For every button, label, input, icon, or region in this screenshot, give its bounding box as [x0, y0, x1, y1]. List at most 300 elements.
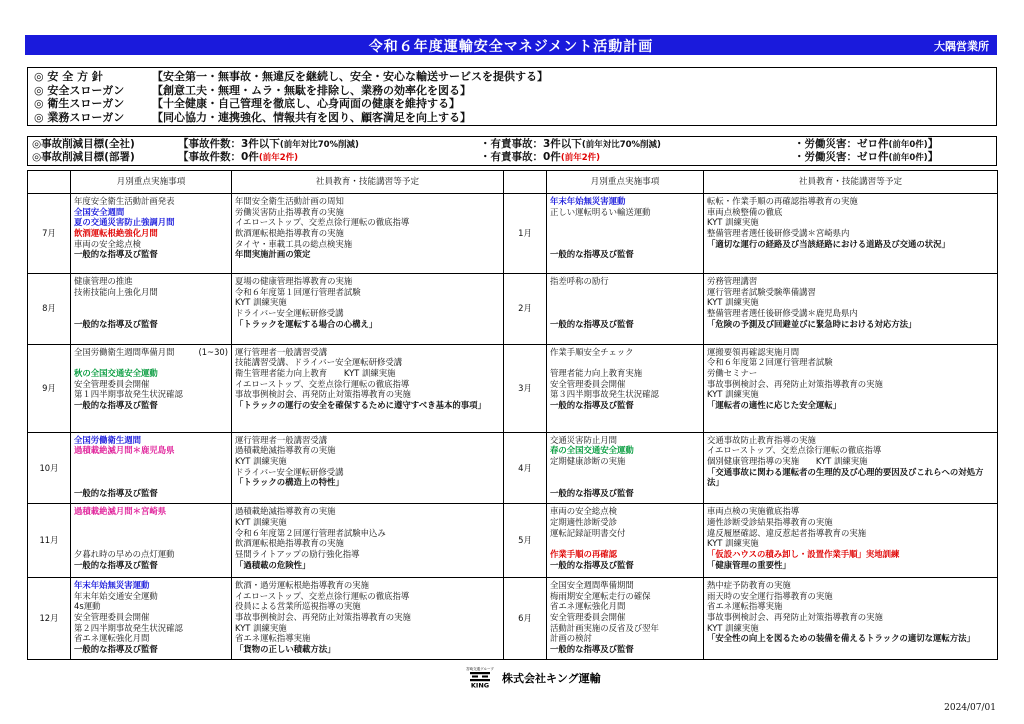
target-accidents-prev: (前年2件) — [258, 153, 298, 163]
cell-line — [707, 517, 994, 528]
target-accidents-text: 【事故件数：3件以下 — [178, 138, 280, 150]
cell-line-text: 第２四半期事故発生状況確認 — [74, 622, 183, 633]
cell-line — [550, 435, 700, 446]
cell-line — [550, 506, 700, 517]
cell-line-text: 飲酒運転根絶指導教育の実施 — [235, 538, 344, 549]
cell-line-text: 過積載絶滅指導教育の実施 — [235, 445, 336, 456]
cell-line-text: 車両点検整備の徹底 — [707, 206, 783, 217]
cell-line-text: 運行管理者一般講習受講 — [235, 434, 328, 445]
table-row — [28, 344, 998, 432]
cell-line — [74, 580, 228, 591]
focus-cell — [547, 344, 704, 432]
cell-line-text: 個別健康管理指導の実施 KYT 訓練実施 — [707, 455, 868, 466]
cell-line-text: 一般的な指導及び監督 — [550, 318, 634, 329]
cell-line — [550, 549, 700, 560]
target-dept-row — [32, 151, 992, 164]
header-cell: 月別重点実施事項 — [547, 171, 704, 194]
cell-line-text: 管理者能力向上教育実施 — [550, 367, 643, 378]
cell-line-text: 年間安全衛生活動計画の周知 — [235, 196, 344, 206]
cell-line-text: KYT 訓練実施 — [707, 538, 759, 549]
cell-line — [550, 644, 700, 655]
cell-line — [550, 249, 700, 260]
cell-line — [235, 601, 500, 612]
cell-line — [707, 228, 994, 239]
cell-line-text: 一般的な指導及び監督 — [74, 559, 158, 570]
table-row — [28, 194, 998, 274]
cell-line — [550, 287, 700, 298]
month-cell: 12月 — [28, 578, 71, 660]
education-cell — [232, 273, 504, 344]
cell-line — [707, 239, 994, 250]
month-cell: 7月 — [28, 194, 71, 274]
cell-line — [550, 400, 700, 411]
cell-line — [74, 528, 228, 539]
cell-line-text: 4s運動 — [74, 601, 101, 612]
cell-line-text: 年末年始無災害運動 — [74, 580, 150, 591]
focus-cell — [547, 578, 704, 660]
cell-line — [74, 477, 228, 488]
cell-line-text: 飲酒運転根絶強化月間 — [74, 228, 158, 239]
cell-line — [235, 319, 500, 330]
cell-line — [550, 368, 700, 379]
cell-line-text: 事故事例検討会、再発防止対策指導教育の実施 — [235, 389, 411, 400]
cell-line — [74, 517, 228, 528]
cell-line — [74, 287, 228, 298]
cell-line — [707, 560, 994, 571]
cell-line-text: 「貨物の正しい積載方法」 — [235, 644, 336, 655]
cell-line — [235, 400, 500, 411]
cell-line — [235, 517, 500, 528]
cell-line — [550, 467, 700, 478]
cell-line — [74, 249, 228, 260]
cell-line-text: 省エネ運転強化月間 — [74, 633, 150, 644]
cell-line — [74, 308, 228, 319]
cell-line — [550, 228, 700, 239]
cell-line — [550, 357, 700, 368]
cell-line-text: 飲酒運転根絶指導教育の実施 — [235, 228, 344, 239]
cell-line — [550, 379, 700, 390]
title-bar — [25, 35, 997, 55]
cell-line-text: 「適切な運行の経路及び当該経路における道路及び交通の状況」 — [707, 238, 950, 249]
cell-line-text: 秋の全国交通安全運動 — [74, 367, 158, 378]
target-label: ◎事故削減目標(全社) — [32, 138, 135, 150]
target-labor-text: ・労働災害：ゼロ件 — [794, 138, 889, 150]
cell-line — [74, 228, 228, 239]
cell-line — [707, 196, 994, 207]
cell-line — [707, 379, 994, 390]
cell-line-text: 「仮設ハウスの積み卸し・設置作業手順」実地訓練 — [707, 549, 900, 560]
target-close: 】 — [927, 151, 939, 163]
cell-line — [235, 456, 500, 467]
cell-line — [550, 591, 700, 602]
cell-line-text: 運行管理者試験受験準備講習 — [707, 286, 816, 297]
cell-line — [707, 538, 994, 549]
cell-line — [550, 347, 700, 358]
cell-line-text: 安全管理委員会開催 — [550, 612, 626, 623]
cell-line-text: 雨天時の安全運行指導教育の実施 — [707, 590, 833, 601]
education-cell — [232, 344, 504, 432]
table-row — [28, 578, 998, 660]
company-name: 株式会社キング運輸 — [502, 672, 601, 685]
cell-line-text: 作業手順安全チェック — [550, 346, 634, 357]
cell-line-text: 年末年始交通安全運動 — [74, 590, 158, 601]
target-accidents — [178, 138, 359, 152]
cell-line-text: 労働災害防止指導教育の実施 — [235, 206, 344, 217]
cell-line — [74, 633, 228, 644]
company-logo — [466, 665, 626, 687]
target-liability-prev: (前年2件) — [560, 153, 600, 163]
cell-line-text: 令和６年度第２回運行管理者試験 — [707, 357, 833, 368]
cell-line — [74, 297, 228, 308]
plan-table — [27, 170, 998, 660]
cell-line — [550, 580, 700, 591]
cell-line — [550, 612, 700, 623]
month-cell: 4月 — [504, 432, 547, 504]
cell-line-text: 車両の安全総点検 — [550, 506, 617, 517]
cell-line-text: KYT 訓練実施 — [235, 297, 287, 308]
cell-line-text: 一般的な指導及び監督 — [550, 644, 634, 655]
cell-line-text: 一般的な指導及び監督 — [74, 318, 158, 329]
target-accidents-text: 【事故件数：0件 — [178, 151, 259, 163]
cell-line — [235, 228, 500, 239]
cell-line — [707, 456, 994, 467]
education-cell — [232, 194, 504, 274]
cell-line — [707, 276, 994, 287]
cell-line — [74, 368, 228, 379]
cell-line-text: 安全管理委員会開催 — [74, 378, 150, 389]
cell-line — [707, 357, 994, 368]
cell-line-text: 「危険の予測及び回避並びに緊急時における対応方法」 — [707, 318, 917, 329]
cell-line — [74, 319, 228, 330]
cell-line — [707, 623, 994, 634]
cell-line — [235, 549, 500, 560]
cell-line — [74, 347, 228, 358]
cell-line — [235, 506, 500, 517]
cell-line — [550, 389, 700, 400]
cell-line — [235, 276, 500, 287]
cell-line — [550, 276, 700, 287]
cell-line — [235, 368, 500, 379]
office-name: 大隅営業所 — [934, 40, 989, 53]
cell-line-text: 一般的な指導及び監督 — [550, 399, 634, 410]
cell-line-text: 事故事例検討会、再発防止対策指導教育の実施 — [707, 612, 883, 623]
cell-line-text: ドライバー安全運転研修受講 — [235, 307, 344, 318]
target-labor — [794, 138, 938, 152]
cell-line — [550, 517, 700, 528]
cell-line-text: 一般的な指導及び監督 — [74, 399, 158, 410]
header-cell: 月別重点実施事項 — [71, 171, 232, 194]
cell-line-text: 一般的な指導及び監督 — [74, 488, 158, 499]
cell-line-text: 省エネ運転指導実施 — [707, 601, 783, 612]
cell-line — [550, 623, 700, 634]
cell-line — [550, 297, 700, 308]
cell-line — [235, 528, 500, 539]
cell-line — [74, 389, 228, 400]
cell-line-text: 運転記録証明書交付 — [550, 527, 626, 538]
cell-line — [707, 528, 994, 539]
cell-line — [235, 207, 500, 218]
cell-line-text: 一般的な指導及び監督 — [74, 249, 158, 260]
cell-line — [550, 445, 700, 456]
cell-line-text: 過積載絶滅月間＊鹿児島県 — [74, 445, 175, 456]
cell-line — [74, 196, 228, 207]
cell-line — [235, 477, 500, 488]
cell-line-text: 全国安全週間準備期間 — [550, 580, 634, 591]
cell-line — [707, 319, 994, 330]
education-cell — [232, 432, 504, 504]
cell-line-text: 健康管理の推進 — [74, 275, 133, 286]
month-cell: 10月 — [28, 432, 71, 504]
cell-line — [235, 467, 500, 478]
cell-line — [707, 601, 994, 612]
cell-line-text: 技能講習受講、ドライバー安全運転研修受講 — [235, 357, 403, 368]
cell-line-text: 夏場の健康管理指導教育の実施 — [235, 275, 353, 286]
cell-line — [235, 297, 500, 308]
cell-line-text: KYT 訓練実施 — [707, 297, 759, 308]
cell-line-text: 「健康管理の重要性」 — [707, 559, 791, 570]
cell-line — [550, 217, 700, 228]
target-liability-text: ・有責事故：3件以下 — [480, 138, 582, 150]
education-cell — [232, 504, 504, 578]
focus-cell — [547, 432, 704, 504]
education-cell — [704, 504, 998, 578]
month-cell: 6月 — [504, 578, 547, 660]
policy-label: ◎ 安全スローガン — [34, 83, 125, 97]
cell-line-text: 計画の検討 — [550, 633, 592, 644]
cell-line — [707, 633, 994, 644]
cell-line-text: 「トラックの構造上の特性」 — [235, 477, 344, 488]
cell-line — [235, 249, 500, 260]
target-labor-note: (前年0件) — [888, 153, 928, 163]
cell-line-text: 過積載絶滅月間＊宮崎県 — [74, 506, 167, 517]
cell-line-text: 全国労働衛生週間 — [74, 434, 141, 445]
cell-line — [707, 308, 994, 319]
cell-line-text: イエローストップ、交差点徐行運転の徹底指導 — [235, 590, 410, 601]
cell-line-text: 梅雨期安全運転走行の確保 — [550, 590, 651, 601]
focus-cell — [71, 578, 232, 660]
cell-line-text: 運搬要領再確認実施月間 — [707, 346, 800, 357]
target-label: ◎事故削減目標(部署) — [32, 151, 135, 163]
cell-line-text: 正しい運転明るい輸送運動 — [550, 206, 651, 217]
policy-label: ◎ 衛生スローガン — [34, 97, 125, 110]
cell-line — [550, 633, 700, 644]
target-labor — [794, 151, 938, 165]
cell-line — [235, 633, 500, 644]
cell-line — [550, 319, 700, 330]
cell-line-text: 活動計画実施の反省及び翌年 — [550, 622, 659, 633]
cell-line-text: 全国労働衛生週間準備月間 — [74, 346, 175, 357]
cell-line — [550, 560, 700, 571]
cell-line-text: 整備管理者選任後研修受講＊鹿児島県内 — [707, 307, 858, 318]
header-spacer — [28, 171, 71, 194]
cell-line — [235, 591, 500, 602]
cell-line-text: KYT 訓練実施 — [235, 622, 287, 633]
cell-line-text: KYT 訓練実施 — [707, 389, 759, 400]
issue-date: 2024/07/01 — [944, 703, 996, 713]
policy-row — [34, 111, 990, 125]
cell-line-text: 年度安全衛生活動計画発表 — [74, 196, 175, 206]
cell-line — [707, 207, 994, 218]
cell-line — [707, 347, 994, 358]
cell-line-text: 安全管理委員会開催 — [550, 378, 626, 389]
cell-line-text: 役員による営業所巡視指導の実施 — [235, 601, 361, 612]
cell-line — [235, 196, 500, 207]
cell-line — [235, 623, 500, 634]
cell-line-text: 指差呼称の励行 — [550, 275, 609, 286]
cell-line-text: 第１四半期事故発生状況確認 — [74, 389, 183, 400]
policy-label: ◎ 安 全 方 針 — [34, 70, 103, 83]
focus-cell — [71, 344, 232, 432]
cell-line — [707, 549, 994, 560]
cell-line — [707, 591, 994, 602]
cell-line — [74, 644, 228, 655]
cell-line-text: 「運転者の適性に応じた安全運転」 — [707, 399, 841, 410]
cell-line-text: 夕暮れ時の早めの点灯運動 — [74, 549, 175, 560]
cell-line-text: 一般的な指導及び監督 — [74, 644, 158, 655]
education-cell — [704, 578, 998, 660]
cell-line — [707, 389, 994, 400]
cell-line-note: (1~30) — [198, 346, 228, 357]
cell-line — [235, 435, 500, 446]
cell-line-text: KYT 訓練実施 — [235, 516, 287, 527]
cell-line — [550, 239, 700, 250]
cell-line-text: 交通災害防止月間 — [550, 434, 617, 445]
cell-line-text: 車両点検の実施徹底指導 — [707, 506, 800, 517]
cell-line — [74, 445, 228, 456]
target-liability-text: ・有責事故：0件 — [480, 151, 561, 163]
header-cell: 社員教育・技能講習等予定 — [232, 171, 504, 194]
focus-cell — [71, 194, 232, 274]
cell-line — [74, 601, 228, 612]
cell-line — [74, 435, 228, 446]
cell-line — [74, 217, 228, 228]
cell-line-text: 夏の交通災害防止強調月間 — [74, 217, 175, 228]
cell-line — [707, 612, 994, 623]
cell-line — [235, 560, 500, 571]
focus-cell — [547, 273, 704, 344]
cell-line-text: イエローストップ、交差点徐行運転の徹底指導 — [707, 445, 882, 456]
cell-line — [550, 456, 700, 467]
month-cell: 11月 — [28, 504, 71, 578]
target-accidents — [178, 151, 298, 165]
cell-line — [550, 528, 700, 539]
table-header-row — [28, 171, 998, 194]
cell-line-text: 転転・作業手順の再確認指導教育の実施 — [707, 196, 858, 206]
cell-line-text: 作業手順の再確認 — [550, 549, 617, 560]
cell-line — [550, 601, 700, 612]
cell-line — [707, 445, 994, 456]
cell-line-text: 省エネ運転指導実施 — [235, 633, 311, 644]
cell-line — [550, 538, 700, 549]
cell-line-text: 「交通事故に関わる運転者の生理的及び心理的要因及びこれらへの対処方法」 — [707, 466, 984, 488]
cell-line-text: 過積載絶滅指導教育の実施 — [235, 506, 336, 517]
policy-text: 【創意工夫・無理・ムラ・無駄を排除し、業務の効率化を図る】 — [152, 83, 471, 97]
target-accidents-note: (前年対比70%削減) — [279, 140, 359, 150]
cell-line — [235, 308, 500, 319]
cell-line-text: 令和６年度第２回運行管理者試験申込み — [235, 527, 386, 538]
cell-line — [74, 207, 228, 218]
cell-line-text: 一般的な指導及び監督 — [550, 559, 634, 570]
target-liability — [480, 138, 661, 152]
logo-small-text: 宮崎交通グループ — [466, 667, 494, 671]
cell-line-text: 違反履歴確認、違反惹起者指導教育の実施 — [707, 527, 867, 538]
focus-cell — [71, 432, 232, 504]
cell-line-text: 省エネ運転強化月間 — [550, 601, 626, 612]
table-row — [28, 273, 998, 344]
cell-line — [74, 549, 228, 560]
cell-line-text: 労働セミナー — [707, 367, 758, 378]
education-cell — [232, 578, 504, 660]
focus-cell — [71, 273, 232, 344]
cell-line — [74, 560, 228, 571]
focus-cell — [71, 504, 232, 578]
cell-line-text: 飲酒・過労運転根絶指導教育の実施 — [235, 580, 369, 591]
cell-line-text: 適性診断受診結果指導教育の実施 — [707, 516, 833, 527]
cell-line-text: 「トラックを運転する場合の心構え」 — [235, 318, 378, 329]
policy-text: 【同心協力・連携強化、情報共有を図り、顧客満足を向上する】 — [152, 110, 471, 124]
cell-line-text: 令和６年度第１回運行管理者試験 — [235, 286, 361, 297]
policy-row — [34, 84, 990, 98]
cell-line-text: 一般的な指導及び監督 — [550, 488, 634, 499]
cell-line-text: 整備管理者選任後研修受講＊宮崎県内 — [707, 228, 850, 239]
cell-line-text: 事故事例検討会、再発防止対策指導教育の実施 — [707, 378, 883, 389]
cell-line-text: 第３四半期事故発生状況確認 — [550, 389, 659, 400]
target-labor-text: ・労働災害：ゼロ件 — [794, 151, 889, 163]
cell-line-text: 労務管理講習 — [707, 275, 758, 286]
cell-line-text: 「トラックの運行の安全を確保するために遵守すべき基本的事項」 — [235, 399, 486, 410]
cell-line — [707, 368, 994, 379]
cell-line — [74, 591, 228, 602]
cell-line — [235, 445, 500, 456]
page-title: 令和６年度運輸安全マネジメント活動計画 — [368, 39, 654, 55]
targets-box — [27, 136, 997, 166]
cell-line-text: 年末年始無災害運動 — [550, 196, 626, 206]
cell-line-text: 車両の安全総点検 — [74, 238, 141, 249]
cell-line — [74, 538, 228, 549]
header-spacer — [504, 171, 547, 194]
cell-line — [74, 400, 228, 411]
cell-line — [235, 347, 500, 358]
table-row — [28, 504, 998, 578]
cell-line — [235, 239, 500, 250]
cell-line — [707, 506, 994, 517]
cell-line-text: 昼間ライトアップの励行強化指導 — [235, 549, 360, 560]
cell-line-text: KYT 訓練実施 — [235, 455, 287, 466]
cell-line-text: KYT 訓練実施 — [707, 622, 759, 633]
logo-mark-icon — [466, 665, 626, 689]
cell-line — [707, 400, 994, 411]
cell-line — [707, 435, 994, 446]
focus-cell — [547, 194, 704, 274]
month-cell: 5月 — [504, 504, 547, 578]
cell-line-text: 技術技能向上強化月間 — [74, 286, 158, 297]
cell-line-text: 年間実施計画の策定 — [235, 249, 311, 260]
cell-line — [550, 308, 700, 319]
cell-line-text: イエローストップ、交差点徐行運転の徹底指導 — [235, 378, 410, 389]
focus-cell — [547, 504, 704, 578]
cell-line-text: 事故事例検討会、再発防止対策指導教育の実施 — [235, 612, 411, 623]
cell-line-text: イエローストップ、交差点徐行運転の徹底指導 — [235, 217, 410, 228]
cell-line — [550, 488, 700, 499]
cell-line — [550, 196, 700, 207]
cell-line — [235, 379, 500, 390]
cell-line-text: KYT 訓練実施 — [707, 217, 759, 228]
education-cell — [704, 194, 998, 274]
cell-line — [74, 612, 228, 623]
cell-line-text: 「過積載の危険性」 — [235, 559, 311, 570]
cell-line — [74, 239, 228, 250]
education-cell — [704, 344, 998, 432]
